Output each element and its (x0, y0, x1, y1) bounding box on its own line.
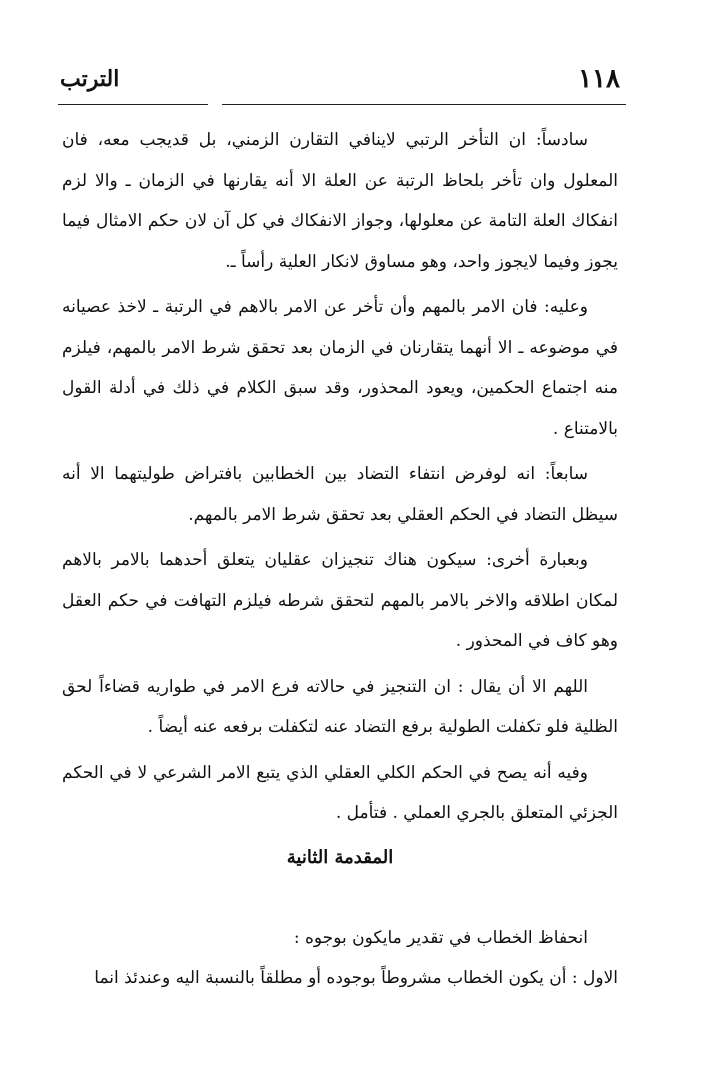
main-body (62, 120, 618, 839)
section-body (62, 918, 618, 998)
page-number: ١١٨ (578, 64, 620, 94)
paragraph-sixth: سادساً: ان التأخر الرتبي لاينافي التقارن الزمني، بل قديجب معه، فان المعلول وان تأخر بلحاظ الرتبة عن العلة الا أنه يقارنها في الزمان ـ والا لزم انفكاك العلة التامة عن معلولها، وجواز الانفكاك في كل آن لان حكم الامثال فيما يجوز وفيما لايجوز واحد، وهو مساوق لانكار العلية رأساً ـ. (62, 130, 618, 272)
header-rule-right (222, 104, 626, 105)
page-header (60, 62, 620, 102)
paragraph-consequence: وعليه: فان الامر بالمهم وأن تأخر عن الامر بالاهم في الرتبة ـ لاخذ عصيانه في موضوعه ـ الا أنهما يتقارنان في الزمان بعد تحقق شرط الامر بالمهم، فيلزم منه اجتماع الحكمين، ويعود المحذور، وقد سبق الكلام في ذلك في أدلة القول بالامتناع . (62, 297, 618, 439)
paragraph-restatement: وبعبارة أخرى: سيكون هناك تنجيزان عقليان يتعلق أحدهما بالامر بالاهم لمكان اطلاقه والاخر بالامر بالمهم لتحقق شرطه فيلزم التهافت في حكم العقل وهو كاف في المحذور . (62, 550, 618, 651)
paragraph-reply: وفيه أنه يصح في الحكم الكلي العقلي الذي يتبع الامر الشرعي لا في الحكم الجزئي المتعلق بالجري العملي . فتأمل . (62, 762, 618, 823)
section-first-point: الاول : أن يكون الخطاب مشروطاً بوجوده أو مطلقاً بالنسبة اليه وعندئذ انما (94, 968, 618, 988)
header-rule-left (58, 104, 208, 105)
paragraph-objection: اللهم الا أن يقال : ان التنجيز في حالاته فرع الامر في طواريه قضاءاً لحق الظلية فلو تكفلت الطولية برفع التضاد عنه لتكفلت برفعه عنه أيضاً . (62, 676, 618, 737)
paragraph-seventh: سابعاً: انه لوفرض انتفاء التضاد بين الخطابين بافتراض طوليتهما الا أنه سيظل التضاد في الحكم العقلي بعد تحقق شرط الامر بالمهم. (62, 464, 618, 525)
section-heading: المقدمة الثانية (286, 847, 394, 868)
section-intro-line: انحفاظ الخطاب في تقدير مايكون بوجوه : (293, 928, 588, 948)
running-title: الترتب (60, 66, 120, 92)
